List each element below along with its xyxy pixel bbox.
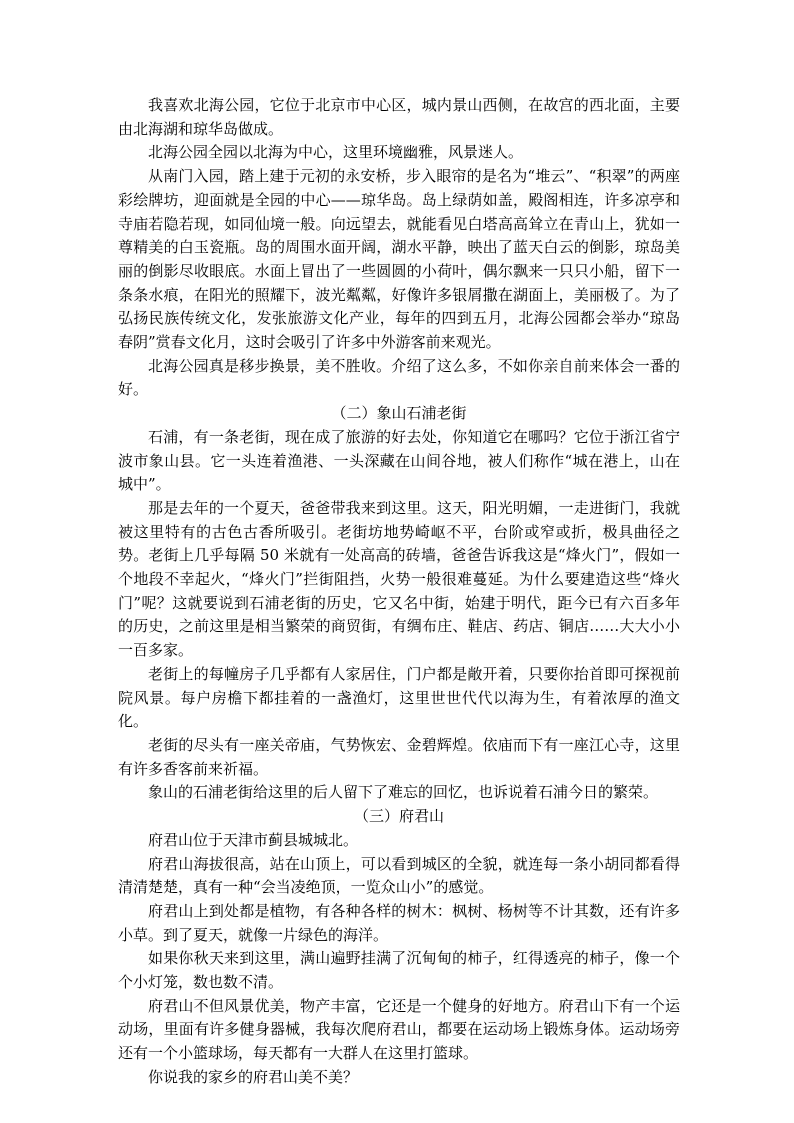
- section-heading-fujunshan: （三）府君山: [353, 807, 444, 826]
- paragraph-fujunshan-location: 府君山位于天津市蓟县城城北。: [148, 830, 359, 849]
- paragraph-fujunshan-plants: 府君山上到处都是植物，有各种各样的树木：枫树、杨树等不计其数，还有许多小草。到了夏天，就像一片绿色的海洋。: [118, 901, 680, 944]
- paragraph-fujunshan-fitness: 府君山不但风景优美，物产丰富，它还是一个健身的好地方。府君山下有一个运动场，里面有许多健身器械，我每次爬府君山，都要在运动场上锻炼身体。运动场旁还有一个小篮球场，每天都有一大群人在这里打篮球。: [118, 996, 680, 1063]
- paragraph-fujunshan-view: 府君山海拔很高，站在山顶上，可以看到城区的全貌，就连每一条小胡同都看得清清楚楚，真有一种“会当凌绝顶，一览众山小”的感觉。: [118, 854, 680, 897]
- document-page: [118, 94, 680, 1090]
- paragraph-shipu-houses: 老街上的每幢房子几乎都有人家居住，门户都是敞开着，只要你抬首即可探视前院风景。每户房檐下都挂着的一盏渔灯，这里世世代代以海为生，有着浓厚的渔文化。: [118, 664, 680, 731]
- paragraph-shipu-conclusion: 象山的石浦老街给这里的后人留下了难忘的回忆，也诉说着石浦今日的繁荣。: [148, 783, 659, 802]
- paragraph-beihai-conclusion: 北海公园真是移步换景，美不胜收。介绍了这么多，不如你亲自前来体会一番的好。: [118, 356, 680, 399]
- paragraph-beihai-tour: 从南门入园，踏上建于元初的永安桥，步入眼帘的是名为“堆云”、“积翠”的两座彩绘牌坊，迎面就是全园的中心——琼华岛。岛上绿荫如盖，殿阁相连，许多凉亭和寺庙若隐若现，如同仙境一般。向远望去，就能看见白塔高高耸立在青山上，犹如一尊精美的白玉瓷瓶。岛的周围水面开阔，湖水平静，映出了蓝天白云的倒影，琼岛美丽的倒影尽收眼底。水面上冒出了一些圆圆的小荷叶，偶尔飘来一只只小船，留下一条条水痕，在阳光的照耀下，波光粼粼，好像许多银屑撒在湖面上，美丽极了。为了弘扬民族传统文化，发张旅游文化产业，每年的四到五月，北海公园都会举办“琼岛春阴”赏春文化月，这时会吸引了许多中外游客前来观光。: [118, 167, 680, 352]
- paragraph-shipu-intro: 石浦，有一条老街，现在成了旅游的好去处，你知道它在哪吗？它位于浙江省宁波市象山县。它一头连着渔港、一头深藏在山间谷地，被人们称作“城在港上，山在城中”。: [118, 427, 680, 494]
- paragraph-beihai-center: 北海公园全园以北海为中心，这里环境幽雅，风景迷人。: [148, 143, 524, 162]
- paragraph-shipu-temple: 老街的尽头有一座关帝庙，气势恢宏、金碧辉煌。依庙而下有一座江心寺，这里有许多香客前来祈福。: [118, 735, 680, 778]
- paragraph-shipu-visit: 那是去年的一个夏天，爸爸带我来到这里。这天，阳光明媚，一走进街门，我就被这里特有的古色古香所吸引。老街坊地势崎岖不平，台阶或窄或折，极具曲径之势。老街上几乎每隔 50 米就有一处高高的砖墙，爸爸告诉我这是“烽火门”，假如一个地段不幸起火，“烽火门”拦街阻挡，火势一般很难蔓延。为什么要建造这些“烽火门”呢？这就要说到石浦老街的历史，它又名中街，始建于明代，距今已有六百多年的历史，之前这里是相当繁荣的商贸街，有绸布庄、鞋店、药店、铜店……大大小小一百多家。: [118, 498, 680, 660]
- section-heading-shipu: （二）象山石浦老街: [331, 404, 467, 423]
- paragraph-fujunshan-autumn: 如果你秋天来到这里，满山遍野挂满了沉甸甸的柿子，红得透亮的柿子，像一个个小灯笼，数也数不清。: [118, 949, 680, 992]
- paragraph-fujunshan-question: 你说我的家乡的府君山美不美？: [148, 1067, 359, 1086]
- paragraph-beihai-intro: 我喜欢北海公园，它位于北京市中心区，城内景山西侧，在故宫的西北面，主要由北海湖和琼华岛做成。: [118, 96, 680, 138]
